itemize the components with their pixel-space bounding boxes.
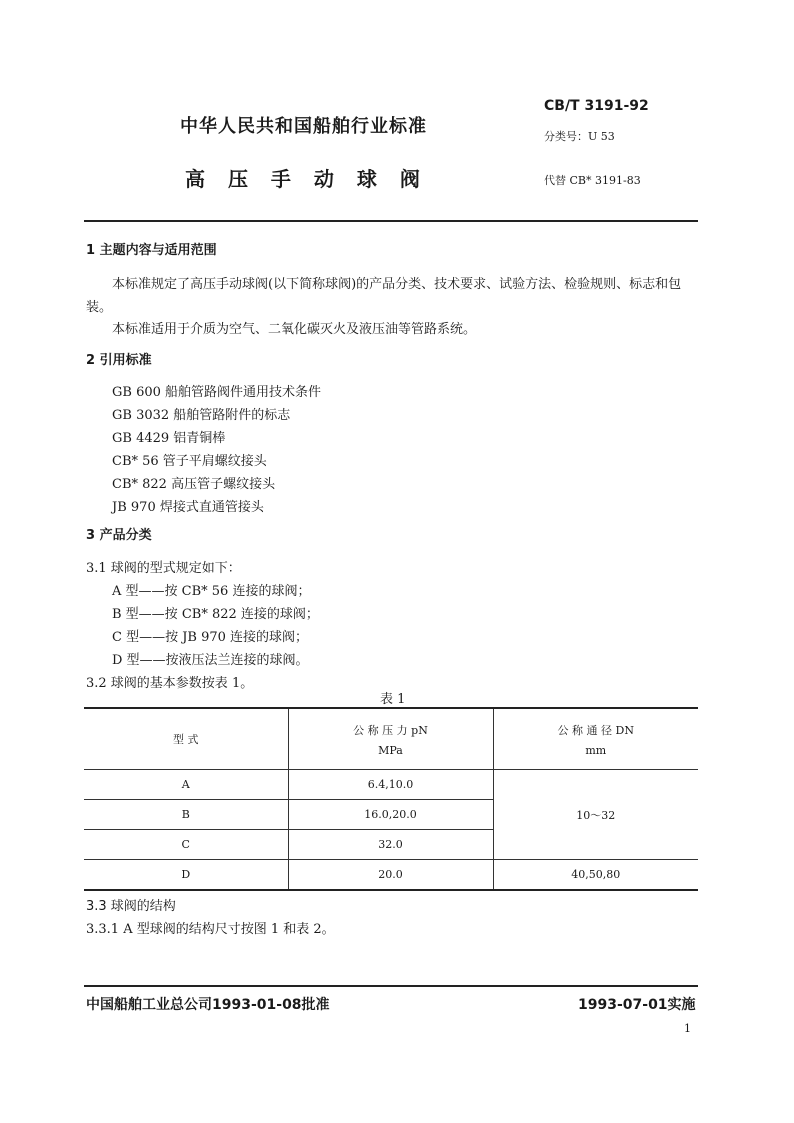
section-3-heading: 3 产品分类 <box>86 528 152 543</box>
cell-pressure: 20.0 <box>288 860 493 891</box>
standard-number: CB/T 3191-92 <box>544 98 649 114</box>
reference-item: CB* 822 高压管子螺纹接头 <box>112 477 276 492</box>
type-item: A 型——按 CB* 56 连接的球阀； <box>112 584 311 599</box>
approval-line: 中国船舶工业总公司1993-01-08批准 <box>86 997 330 1013</box>
replaces-note: 代替 CB* 3191-83 <box>544 174 641 187</box>
reference-item: GB 3032 船舶管路附件的标志 <box>112 408 291 423</box>
document-title: 高 压 手 动 球 阀 <box>185 167 428 191</box>
header-nominal-pressure: 公 称 压 力 pN MPa <box>288 708 493 770</box>
header-type: 型 式 <box>84 708 288 770</box>
cell-type: C <box>84 830 288 860</box>
header-rule <box>84 220 698 222</box>
cell-pressure: 6.4,10.0 <box>288 770 493 800</box>
header-nominal-diameter: 公 称 通 径 DN mm <box>493 708 698 770</box>
page-number: 1 <box>684 1022 691 1035</box>
reference-item: CB* 56 管子平肩螺纹接头 <box>112 454 267 469</box>
issuing-authority-title: 中华人民共和国船舶行业标准 <box>180 116 427 137</box>
section-1-paragraph-1-line-2: 装。 <box>86 300 113 315</box>
type-item: D 型——按液压法兰连接的球阀。 <box>112 653 309 668</box>
cell-diameter-d: 40,50,80 <box>493 860 698 891</box>
cell-diameter-abc: 10～32 <box>493 770 698 860</box>
section-2-heading: 2 引用标准 <box>86 353 152 368</box>
parameters-table <box>84 707 698 891</box>
cell-pressure: 16.0,20.0 <box>288 800 493 830</box>
footer-rule <box>84 985 698 987</box>
cell-type: A <box>84 770 288 800</box>
subsection-3-2: 3.2 球阀的基本参数按表 1。 <box>86 676 254 691</box>
cell-pressure: 32.0 <box>288 830 493 860</box>
reference-item: GB 600 船舶管路阀件通用技术条件 <box>112 385 322 400</box>
classification-code: 分类号：U 53 <box>544 130 615 143</box>
section-1-heading: 1 主题内容与适用范围 <box>86 243 217 258</box>
cell-type: B <box>84 800 288 830</box>
subsection-3-3-1: 3.3.1 A 型球阀的结构尺寸按图 1 和表 2。 <box>86 922 335 937</box>
section-1-paragraph-2: 本标准适用于介质为空气、二氧化碳灭火及液压油等管路系统。 <box>112 322 477 337</box>
table-caption: 表 1 <box>380 692 406 707</box>
table-header-row <box>84 708 698 770</box>
cell-type: D <box>84 860 288 891</box>
effective-date: 1993-07-01实施 <box>578 997 696 1013</box>
table-row <box>84 860 698 891</box>
table-row <box>84 770 698 800</box>
type-item: B 型——按 CB* 822 连接的球阀； <box>112 607 319 622</box>
subsection-3-3: 3.3 球阀的结构 <box>86 899 176 914</box>
subsection-3-1: 3.1 球阀的型式规定如下： <box>86 561 241 576</box>
type-item: C 型——按 JB 970 连接的球阀； <box>112 630 309 645</box>
reference-item: GB 4429 铝青铜棒 <box>112 431 226 446</box>
section-1-paragraph-1-line-1: 本标准规定了高压手动球阀(以下简称球阀)的产品分类、技术要求、试验方法、检验规则、标志和包 <box>112 277 682 292</box>
reference-item: JB 970 焊接式直通管接头 <box>112 500 264 515</box>
